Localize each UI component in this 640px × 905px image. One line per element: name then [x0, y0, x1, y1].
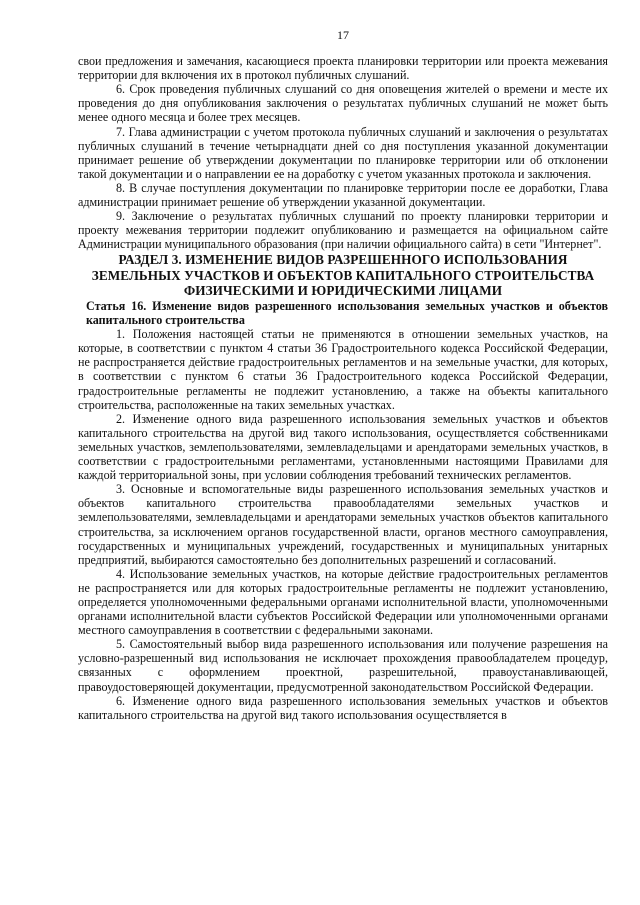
paragraph: 8. В случае поступления документации по планировке территории после ее доработки, Глава администрации принимает решение об утверждении указанной документации. — [78, 180, 608, 210]
article-title: Статья 16. Изменение видов разрешенного использования земельных участков и объектов капитального строительства — [86, 299, 608, 328]
section-title-line: РАЗДЕЛ 3. ИЗМЕНЕНИЕ ВИДОВ РАЗРЕШЕННОГО ИСПОЛЬЗОВАНИЯ — [118, 252, 568, 268]
paragraph: 4. Использование земельных участков, на которые действие градостроительных регламентов не распространяется или для которых градостроительные регламенты не подлежит установлению, определяется уполномоченными федеральными органами исполнительной власти, уполномоченными органами исполнительной власти субъектов Российской Федерации или уполномоченными органами местного самоуправления в соответствии с федеральными законами. — [78, 566, 608, 638]
article-paragraphs — [78, 327, 608, 722]
paragraph: 7. Глава администрации с учетом протокола публичных слушаний и заключения о результатах публичных слушаний в течение четырнадцати дней со дня поступления указанной документации принимает решение об утверждении документации по планировке территории или об отклонении такой документации и о направлении ее на доработку с учетом указанных протокола и заключения. — [78, 124, 608, 181]
section-title-line: ЗЕМЕЛЬНЫХ УЧАСТКОВ И ОБЪЕКТОВ КАПИТАЛЬНОГО СТРОИТЕЛЬСТВА — [91, 267, 595, 283]
section-title — [78, 252, 608, 298]
paragraph: 6. Срок проведения публичных слушаний со дня оповещения жителей о времени и месте их проведения до дня опубликования заключения о результатах публичных слушаний не может быть менее одного месяца и более трех месяцев. — [78, 82, 608, 125]
page-number: 17 — [337, 28, 349, 42]
paragraph: 2. Изменение одного вида разрешенного использования земельных участков и объектов капитального строительства на другой вид такого использования, осуществляется собственниками земельных участков, землепользователями, землевладельцами и арендаторами земельных участков, в соответствии с градостроительными регламентами, установленными настоящими Правилами для каждой территориальной зоны, при условии соблюдения требований технических регламентов. — [78, 411, 608, 483]
paragraph: 1. Положения настоящей статьи не применяются в отношении земельных участков, на которые, в соответствии с пунктом 4 статьи 36 Градостроительного кодекса Российской Федерации, не распространяется действие градостроительных регламентов и на земельные участки, для которых, в соответствии с пунктом 6 статьи 36 Градостроительного кодекса Российской Федерации, градостроительные регламенты не подлежит установлению, а также на объекты капитального строительства, расположенные на таких земельных участках. — [78, 327, 608, 412]
paragraph: 6. Изменение одного вида разрешенного использования земельных участков и объектов капитального строительства на другой вид такого использования осуществляется в — [78, 693, 608, 722]
top-paragraphs — [78, 54, 608, 251]
paragraph: свои предложения и замечания, касающиеся проекта планировки территории или проекта межевания территории для включения их в протокол публичных слушаний. — [78, 54, 608, 83]
paragraph: 9. Заключение о результатах публичных слушаний по проекту планировки территории и проекту межевания территории подлежит опубликованию и размещается на официальном сайте Администрации муниципального образования (при наличии официального сайта) в сети "Интернет". — [78, 209, 608, 252]
paragraph: 5. Самостоятельный выбор вида разрешенного использования или получение разрешения на условно-разрешенный вид использования не исключает прохождения правообладателем процедур, связанных с оформлением проектной, разрешительной, правоустанавливающей, правоудостоверяющей документации, предусмотренной законодательством Российской Федерации. — [78, 637, 608, 694]
paragraph: 3. Основные и вспомогательные виды разрешенного использования земельных участков и объектов капитального строительства правообладателями земельных участков и землепользователями, землевладельцами и арендаторами земельных участков объектов капитального строительства, за исключением органов государственной власти, органов местного самоуправления, государственных и муниципальных учреждений, государственных и муниципальных унитарных предприятий, выбираются самостоятельно без дополнительных разрешений и согласований. — [78, 482, 608, 567]
section-title-line: ФИЗИЧЕСКИМИ И ЮРИДИЧЕСКИМИ ЛИЦАМИ — [183, 282, 503, 298]
